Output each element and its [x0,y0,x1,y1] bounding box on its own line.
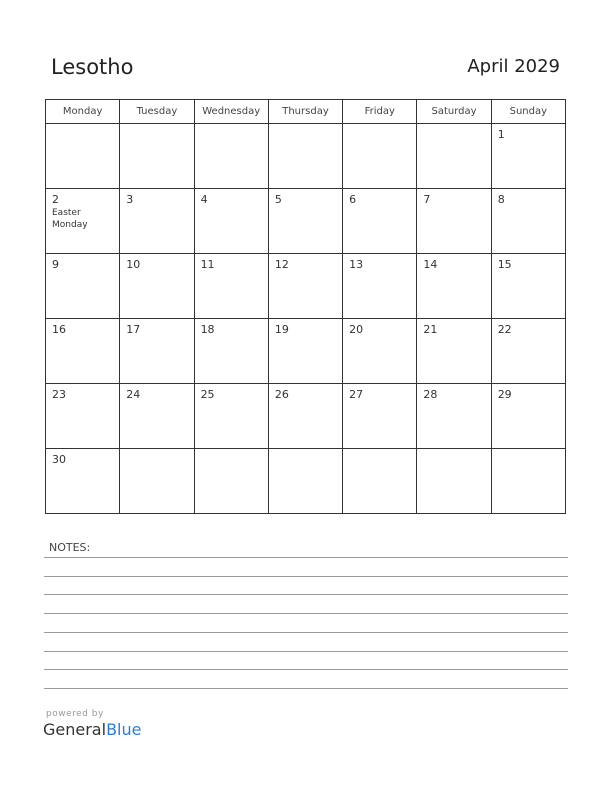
weekday-header: Monday [46,100,120,124]
day-number: 5 [274,193,282,206]
brand-blue-text: Blue [106,720,142,739]
empty-day-cell [46,124,120,189]
day-number: 7 [423,193,431,206]
day-number: 12 [274,258,289,271]
day-cell [46,449,120,514]
weekday-header: Saturday [417,100,491,124]
week-row [46,319,566,384]
day-number: 10 [126,258,141,271]
notes-line [44,688,568,689]
empty-day-cell [194,124,268,189]
empty-day-cell [268,124,342,189]
notes-line [44,594,568,595]
day-number: 23 [52,388,66,401]
weekday-header: Sunday [491,100,565,124]
notes-line [44,669,568,670]
day-number: 13 [349,258,364,271]
day-cell [194,319,268,384]
weekday-header: Thursday [268,100,342,124]
weekday-header: Tuesday [120,100,194,124]
day-number: 25 [200,388,215,401]
day-cell [46,319,120,384]
day-number: 26 [274,388,289,401]
day-cell [194,189,268,254]
week-row [46,189,566,254]
empty-day-cell [491,449,565,514]
week-row [46,449,566,514]
day-cell [46,254,120,319]
week-row [46,384,566,449]
notes-line [44,613,568,614]
day-cell [268,254,342,319]
day-cell [417,189,491,254]
empty-day-cell [343,124,417,189]
day-cell [417,319,491,384]
notes-line [44,557,568,558]
day-cell [268,319,342,384]
powered-by-text: powered by [46,709,104,719]
day-cell [417,384,491,449]
week-row [46,124,566,189]
empty-day-cell [194,449,268,514]
holiday-label: Easter Monday [52,208,88,230]
day-cell [491,189,565,254]
country-title: Lesotho [51,55,134,79]
brand-general-text: General [43,720,107,739]
day-number: 6 [349,193,357,206]
calendar-grid [45,99,566,514]
day-cell [491,124,565,189]
day-number: 9 [52,258,59,271]
day-cell [268,384,342,449]
empty-day-cell [417,449,491,514]
empty-day-cell [343,449,417,514]
day-number: 1 [497,128,505,141]
day-cell [120,384,194,449]
day-cell [343,254,417,319]
day-cell [343,189,417,254]
day-number: 16 [52,323,66,336]
day-number: 3 [126,193,134,206]
day-number: 18 [200,323,215,336]
weekday-header: Wednesday [194,100,268,124]
empty-day-cell [120,124,194,189]
day-number: 8 [497,193,505,206]
day-number: 21 [423,323,438,336]
day-number: 4 [200,193,208,206]
day-cell [46,384,120,449]
day-cell [120,319,194,384]
day-number: 28 [423,388,438,401]
day-number: 24 [126,388,141,401]
day-cell [46,189,120,254]
day-number: 19 [274,323,289,336]
empty-day-cell [268,449,342,514]
month-year-title: April 2029 [467,56,560,77]
day-cell [120,254,194,319]
day-number: 15 [497,258,512,271]
empty-day-cell [417,124,491,189]
brand-logo[interactable] [43,720,141,739]
day-number: 30 [52,453,66,466]
day-number: 20 [349,323,364,336]
notes-line [44,576,568,577]
notes-line [44,632,568,633]
day-number: 22 [497,323,512,336]
day-cell [120,189,194,254]
empty-day-cell [120,449,194,514]
day-cell [343,319,417,384]
day-cell [491,254,565,319]
day-cell [417,254,491,319]
day-cell [194,384,268,449]
notes-label: NOTES: [49,541,91,554]
weekday-header: Friday [343,100,417,124]
day-cell [491,319,565,384]
week-row [46,254,566,319]
day-number: 27 [349,388,364,401]
day-cell [268,189,342,254]
day-cell [491,384,565,449]
day-cell [194,254,268,319]
day-number: 2 [52,193,59,206]
day-number: 14 [423,258,438,271]
weekday-header-row [46,100,566,124]
day-number: 11 [200,258,215,271]
day-cell [343,384,417,449]
day-number: 29 [497,388,512,401]
day-number: 17 [126,323,141,336]
notes-line [44,651,568,652]
